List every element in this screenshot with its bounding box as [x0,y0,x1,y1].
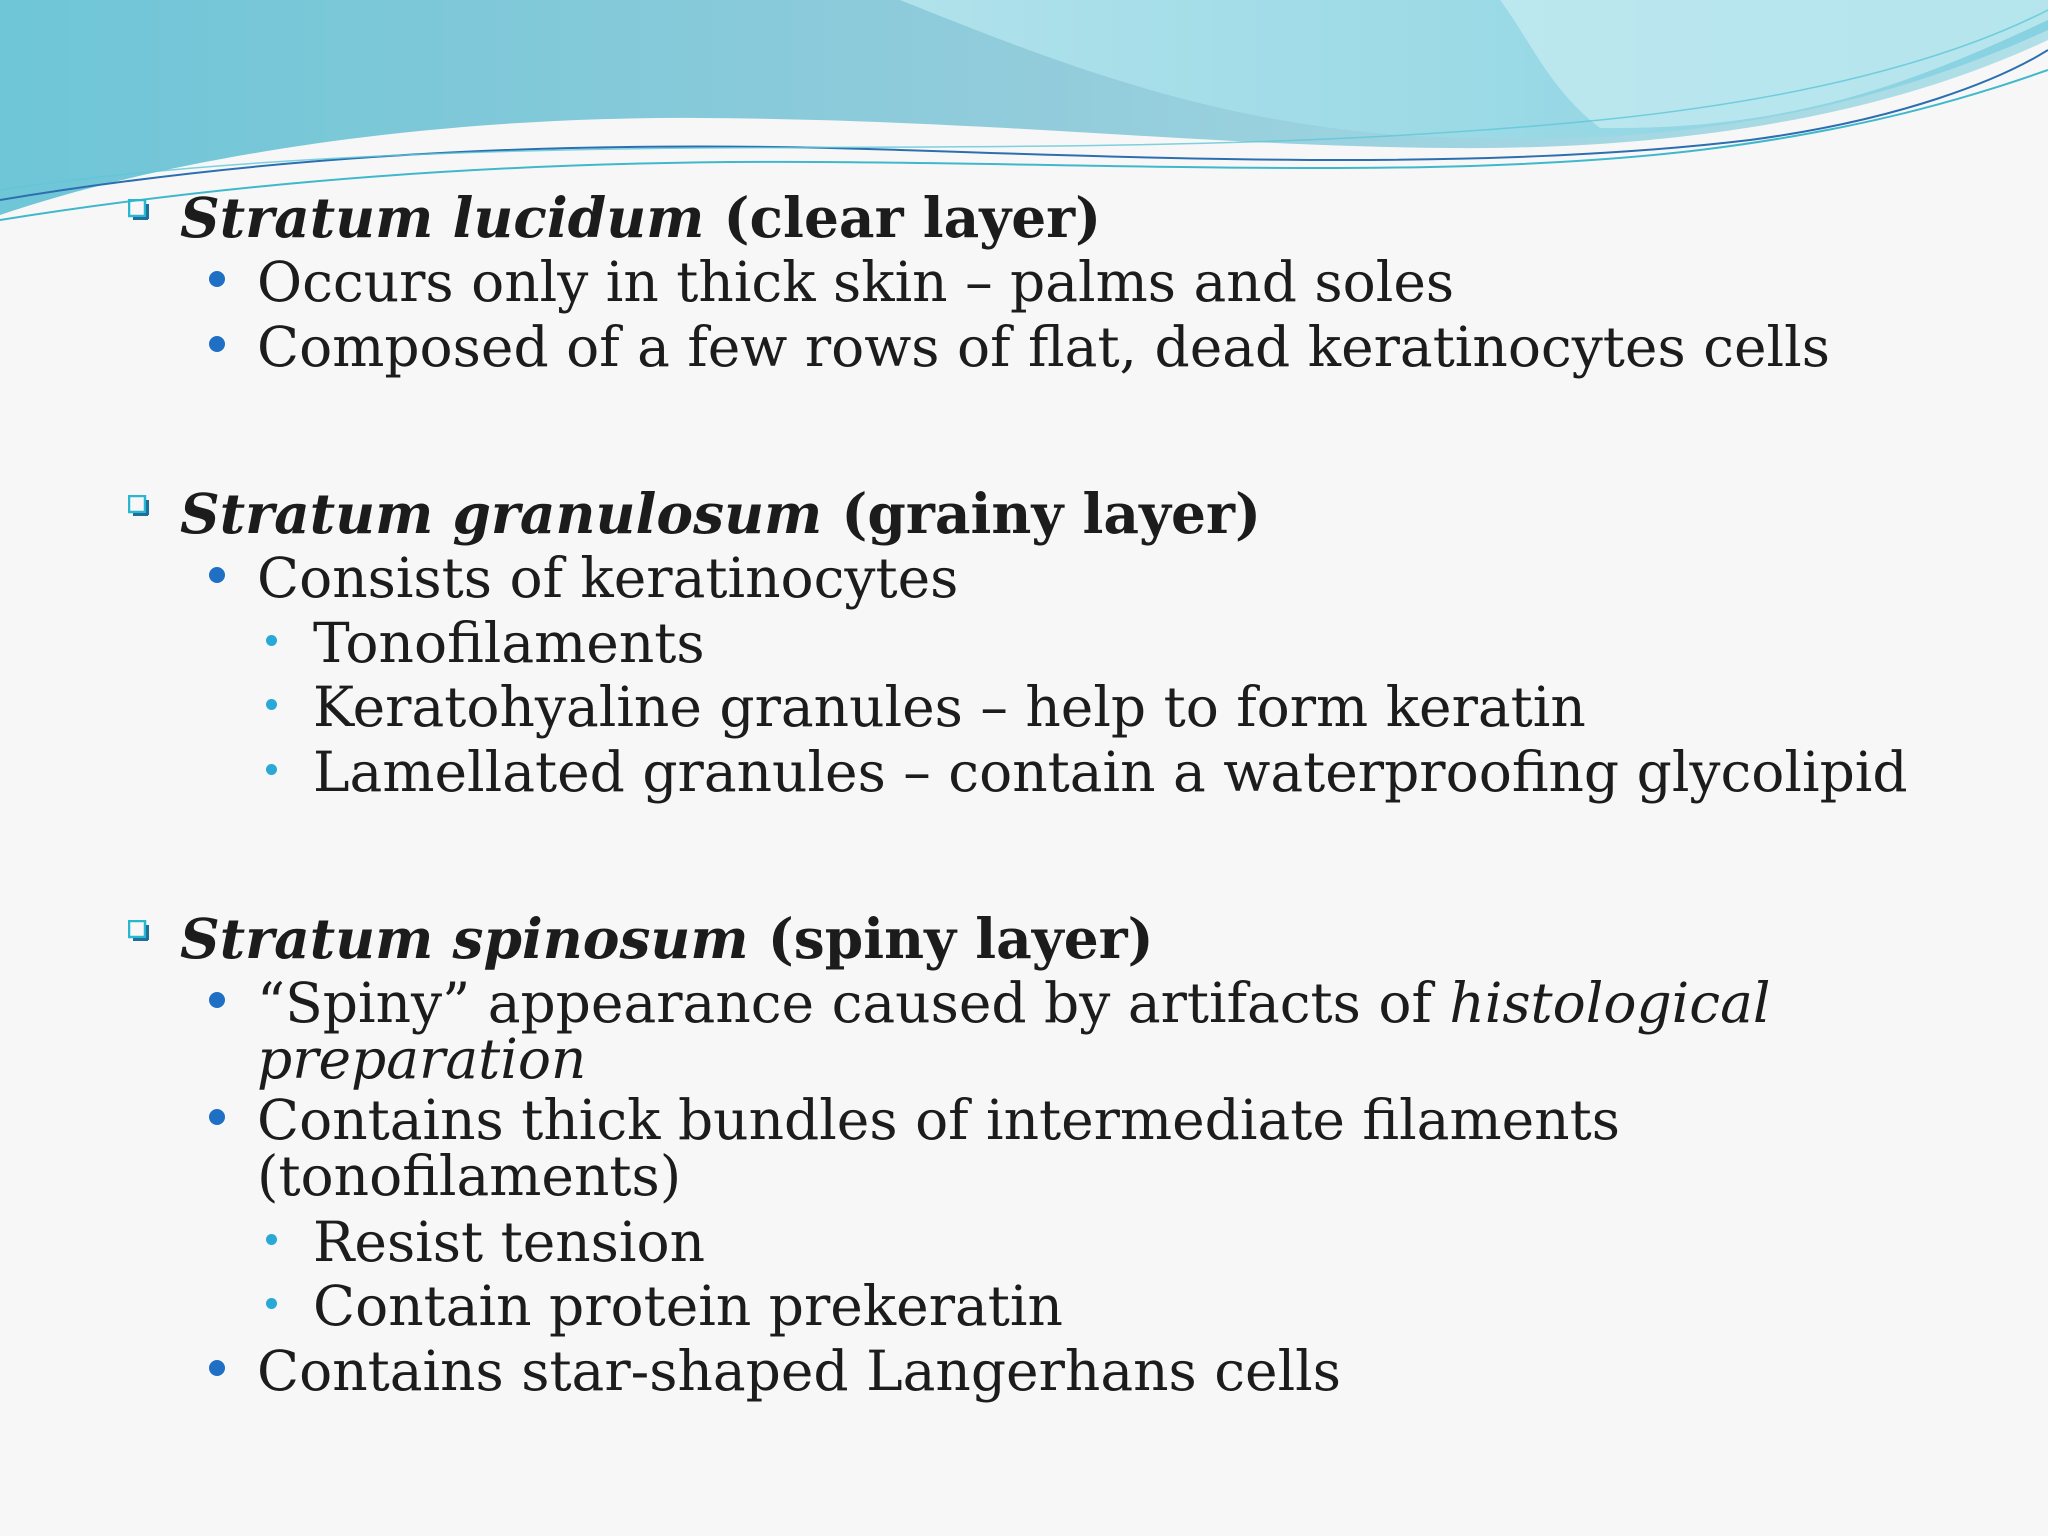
sub-list-item: Lamellated granules – contain a waterproofing glycolipid [313,740,1908,804]
heading-stratum-spinosum: Stratum spinosum (spiny layer) [180,906,1154,971]
list-item: “Spiny” appearance caused by artifacts of histological [257,971,1771,1035]
sub-bullet-dot-icon [266,1234,277,1245]
list-item: Occurs only in thick skin – palms and soles [257,250,1455,314]
bullet-dot-icon [209,271,225,287]
sub-bullet-dot-icon [266,699,277,710]
list-item: Contains star-shaped Langerhans cells [257,1339,1341,1403]
sub-bullet-dot-icon [266,1298,277,1309]
heading-stratum-granulosum: Stratum granulosum (grainy layer) [180,481,1261,546]
bullet-dot-icon [209,567,225,583]
sub-list-item: Tonofilaments [313,611,705,675]
bullet-dot-icon [209,1109,225,1125]
hollow-square-bullet-icon [128,920,150,942]
list-item: Composed of a few rows of flat, dead keratinocytes cells [257,315,1830,379]
list-item-continuation: preparation [257,1027,587,1091]
heading-stratum-lucidum: Stratum lucidum (clear layer) [180,185,1102,250]
bullet-dot-icon [209,992,225,1008]
bullet-dot-icon [209,336,225,352]
list-item: Consists of keratinocytes [257,546,959,610]
list-item-continuation: (tonofilaments) [257,1144,682,1208]
sub-bullet-dot-icon [266,635,277,646]
sub-list-item: Keratohyaline granules – help to form keratin [313,675,1586,739]
sub-bullet-dot-icon [266,764,277,775]
list-item: Contains thick bundles of intermediate filaments [257,1088,1620,1152]
bullet-dot-icon [209,1360,225,1376]
hollow-square-bullet-icon [128,495,150,517]
sub-list-item: Resist tension [313,1210,706,1274]
sub-list-item: Contain protein prekeratin [313,1274,1063,1338]
hollow-square-bullet-icon [128,199,150,221]
